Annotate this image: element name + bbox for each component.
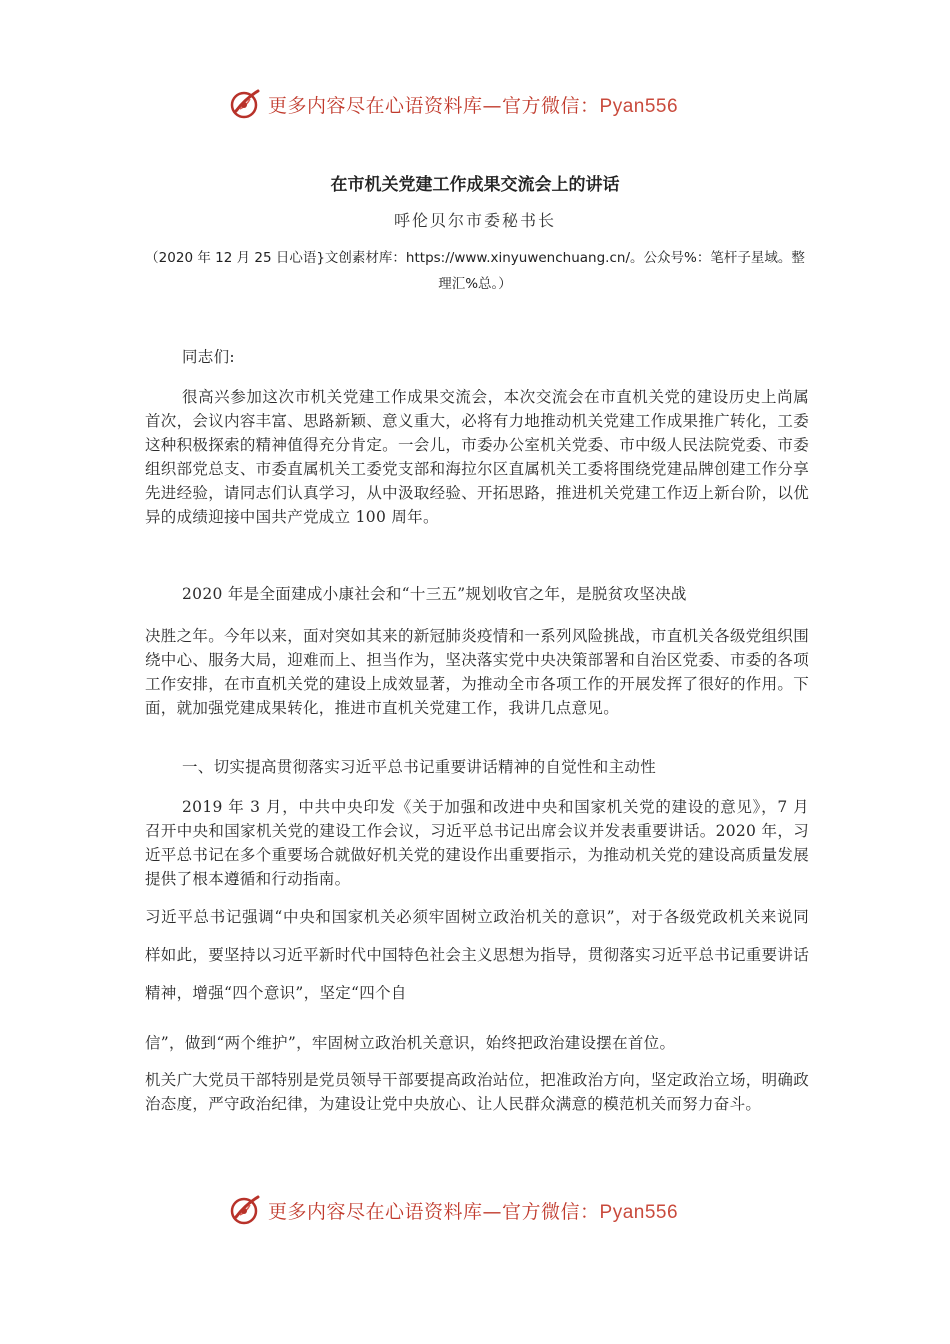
document-speaker: 呼伦贝尔市委秘书长 <box>393 211 556 230</box>
banner-account: Pyan556 <box>599 95 679 117</box>
section-heading-1: 一、切实提高贯彻落实习近平总书记重要讲话精神的自觉性和主动性 <box>182 758 657 776</box>
quill-swirl-logo-icon <box>228 1193 262 1227</box>
paragraph-2-first-line: 2020 年是全面建成小康社会和“十三五”规划收官之年，是脱贫攻坚决战 <box>182 585 687 603</box>
document-title: 在市机关党建工作成果交流会上的讲话 <box>330 175 620 195</box>
paragraph-1: 很高兴参加这次市机关党建工作成果交流会，本次交流会在市直机关党的建设历史上尚属首次，会议内容丰富、思路新颖、意义重大，必将有力地推动机关党建工作成果推广转化，工委这种积极探索的精神值得充分肯定。一会儿，市委办公室机关党委、市中级人民法院党委、市委组织部党总支、市委直属机关工委党支部和海拉尔区直属机关工委将围绕党建品牌创建工作分享先进经验，请同志们认真学习，从中汲取经验、开拓思路，推进机关党建工作迈上新台阶，以优异的成绩迎接中国共产党成立 100 周年。 <box>145 388 809 526</box>
greeting: 同志们: <box>182 348 235 366</box>
header-banner <box>228 84 748 124</box>
banner-text: 更多内容尽在心语资料库—官方微信：Pyan556 <box>268 1200 679 1223</box>
banner-text: 更多内容尽在心语资料库—官方微信：Pyan556 <box>268 94 679 117</box>
paragraph-2: 决胜之年。今年以来，面对突如其来的新冠肺炎疫情和一系列风险挑战，市直机关各级党组织围绕中心、服务大局，迎难而上、担当作为，坚决落实党中央决策部署和自治区党委、市委的各项工作安排，在市直机关党的建设上成效显著，为推动全市各项工作的开展发挥了很好的作用。下面，就加强党建成果转化，推进市直机关党建工作，我讲几点意见。 <box>145 627 809 717</box>
quill-swirl-logo-icon <box>228 87 262 121</box>
footer-banner <box>228 1190 748 1230</box>
paragraph-4-end: 信”，做到“两个维护”，牢固树立政治机关意识，始终把政治建设摆在首位。 <box>145 1034 676 1052</box>
document-note: （2020 年 12 月 25 日心语}文创素材库：https://www.xinyuwenchuang.cn/。公众号%：笔杆子星域。整理汇%总。） <box>145 250 805 292</box>
paragraph-4: 习近平总书记强调“中央和国家机关必须牢固树立政治机关的意识”，对于各级党政机关来说同样如此，要坚持以习近平新时代中国特色社会主义思想为指导，贯彻落实习近平总书记重要讲话精神，增强“四个意识”，坚定“四个自 <box>145 908 809 1002</box>
paragraph-3: 2019 年 3 月，中共中央印发《关于加强和改进中央和国家机关党的建设的意见》，7 月召开中央和国家机关党的建设工作会议，习近平总书记出席会议并发表重要讲话。2020 年，习近平总书记在多个重要场合就做好机关党的建设作出重要指示，为推动机关党的建设高质量发展提供了根本遵循和行动指南。 <box>145 798 809 888</box>
banner-account: Pyan556 <box>599 1201 679 1223</box>
paragraph-5: 机关广大党员干部特别是党员领导干部要提高政治站位，把准政治方向，坚定政治立场，明确政治态度，严守政治纪律，为建设让党中央放心、让人民群众满意的模范机关而努力奋斗。 <box>145 1071 809 1113</box>
